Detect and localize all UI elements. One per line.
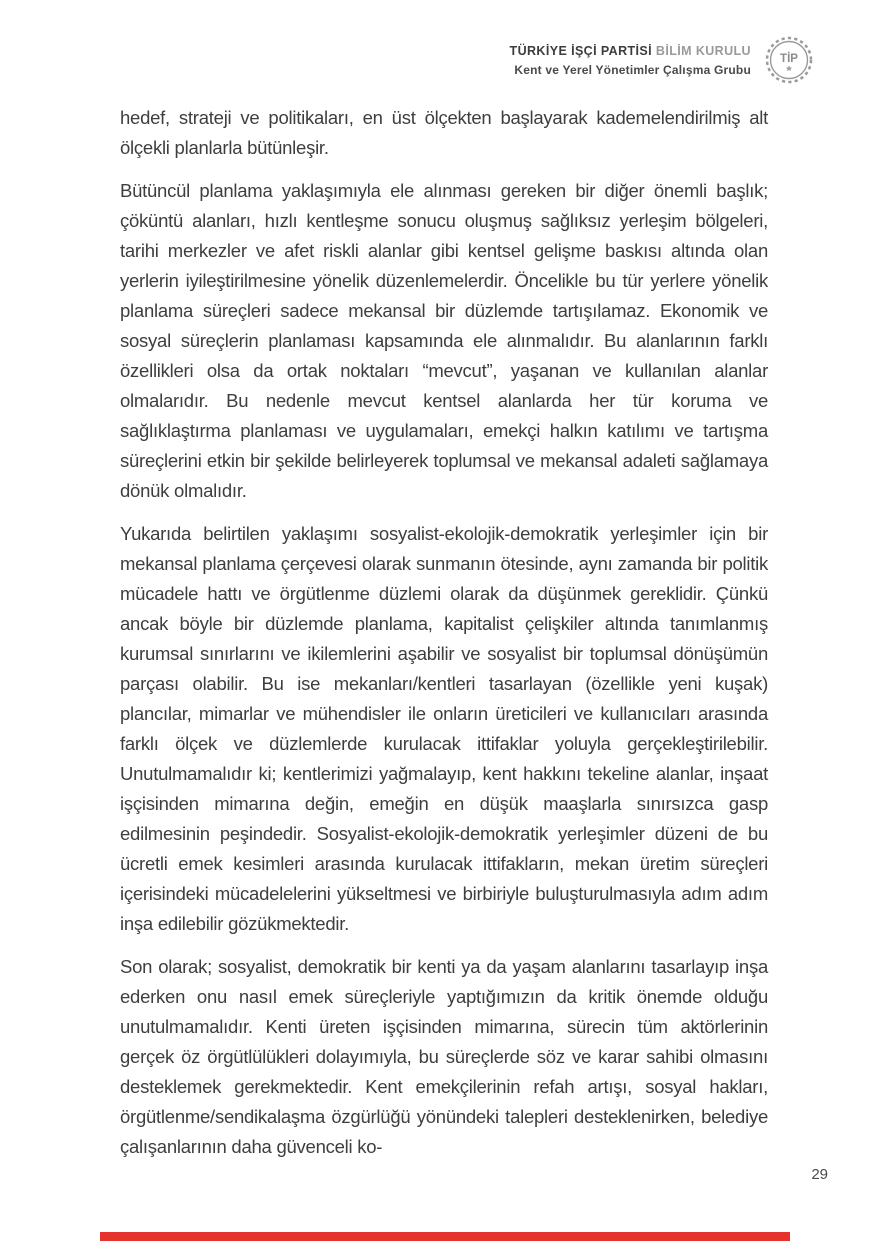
working-group-title: Kent ve Yerel Yönetimler Çalışma Grubu [514,62,751,77]
paragraph-4: Son olarak; sosyalist, demokratik bir kenti ya da yaşam alanlarını tasarlayıp inşa ederken onu nasıl emek süreçleriyle yaptığımızın da kritik önemde olduğu unutulmamalıdır. Kenti üreten işçisinden mimarına, sürecin tüm aktörlerinin gerçek öz örgütlülükleri dolayımıyla, bu süreçlerde söz ve karar sahibi olmasını desteklemek gerekmektedir. Kent emekçilerinin refah artışı, sosyal hakları, örgütlenme/sendikalaşma özgürlüğü yönündeki talepleri desteklenirken, belediye çalışanlarının daha güvenceli ko- [120,956,768,1157]
paragraph-2: Bütüncül planlama yaklaşımıyla ele alınması gereken bir diğer önemli başlık; çöküntü alanları, hızlı kentleşme sonucu oluşmuş sağlıksız yerleşim bölgeleri, tarihi merkezler ve afet riskli alanlar gibi kentsel gelişme baskısı altında olan yerlerin iyileştirilmesine yönelik düzenlemelerdir. Öncelikle bu tür yerlere yönelik planlama süreçleri sadece mekansal bir düzlemde tartışılamaz. Ekonomik ve sosyal süreçlerin planlaması kapsamında ele alınmalıdır. Bu alanlarının farklı özellikleri olsa da ortak noktaları “mevcut”, yaşanan ve kullanılan alanlar olmalarıdır. Bu nedenle mevcut kentsel alanlarda her tür koruma ve sağlıklaştırma planlaması ve uygulamaları, emekçi halkın katılımı ve tartışma süreçlerini etkin bir şekilde belirleyerek toplumsal ve mekansal adaleti sağlamaya dönük olmalıdır. [120,180,768,501]
tip-party-logo-icon [765,36,813,84]
logo-star-icon [786,65,792,71]
paragraph-3: Yukarıda belirtilen yaklaşımı sosyalist-ekolojik-demokratik yerleşimler için bir mekansal planlama çerçevesi olarak sunmanın ötesinde, aynı zamanda bir politik mücadele hattı ve örgütlenme düzlemi olarak da düşünmek gereklidir. Çünkü ancak böyle bir düzlemde planlama, kapitalist çelişkiler altında tanımlanmış kurumsal sınırlarını ve ikilemlerini aşabilir ve sosyalist bir toplumsal dönüşümün parçası olabilir. Bu ise mekanları/kentleri tasarlayan (özellikle yeni kuşak) plancılar, mimarlar ve mühendisler ile onların üreticileri ve kullanıcıları arasında farklı ölçek ve düzlemlerde kurulacak ittifaklar yoluyla gerçekleştirilebilir. Unutulmamalıdır ki; kentlerimizi yağmalayıp, kent hakkını tekeline alanlar, inşaat işçisinden mimarına değin, emeğin en düşük maaşlarla sınırsızca gasp edilmesinin peşindedir. Sosyalist-ekolojik-demokratik yerleşimler düzeni de bu ücretli emek kesimleri arasında kurulacak ittifakların, mekan üretim süreçleri içerisindeki mücadelelerini yükseltmesi ve birbiriyle buluşturulmasıyla adım adım inşa edilebilir gözükmektedir. [120,523,768,934]
header-text [510,44,751,77]
page-number: 29 [811,1166,828,1183]
org-name: TÜRKİYE İŞÇİ PARTİSİ [509,43,653,58]
page-header [510,36,813,84]
paragraph-1: hedef, strateji ve politikaları, en üst ölçekten başlayarak kademelendirilmiş alt ölçekli planlarla bütünleşir. [120,107,768,158]
logo-text: TİP [780,53,798,65]
page-body [120,103,768,1175]
org-title-line [510,44,751,58]
bottom-accent-bar [100,1232,790,1241]
org-unit: BİLİM KURULU [655,43,751,58]
